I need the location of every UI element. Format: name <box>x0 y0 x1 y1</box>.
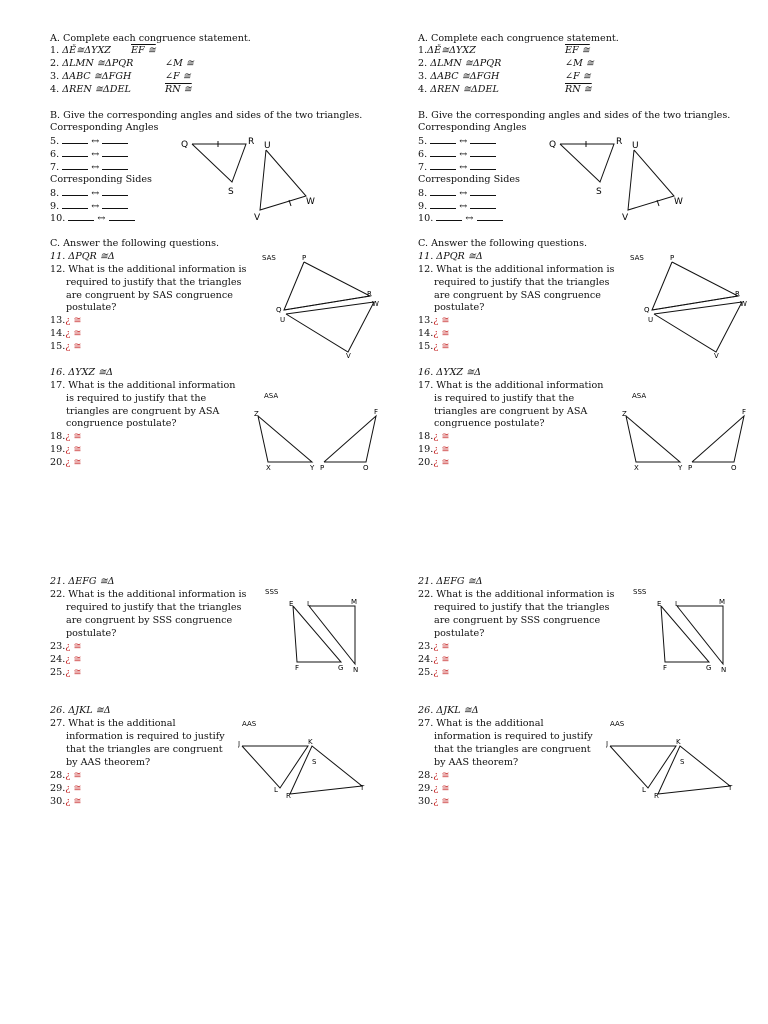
q26: 26. ΔJKL ≅Δ <box>50 705 111 716</box>
answer-28: 28.¿ ≅ <box>418 770 450 781</box>
svg-text:R: R <box>286 792 291 800</box>
svg-text:T: T <box>360 784 365 792</box>
svg-text:E: E <box>657 600 662 608</box>
figure-sss <box>633 586 733 678</box>
svg-text:S: S <box>312 758 317 766</box>
section-a-title: A. Complete each congruence statement. <box>50 33 251 44</box>
item-2: 2. ΔLMN ≅ΔPQR <box>418 58 502 69</box>
q11: 11. ΔPQR ≅Δ <box>50 251 115 262</box>
answer-30: 30.¿ ≅ <box>418 796 450 807</box>
label-s: S <box>228 187 234 197</box>
figure-sas <box>262 252 382 360</box>
q17-line-3: triangles are congruent by ASA <box>66 406 220 417</box>
svg-text:R: R <box>367 290 372 298</box>
svg-text:L: L <box>307 600 311 608</box>
answer-25: 25.¿ ≅ <box>50 667 82 678</box>
svg-text:U: U <box>280 316 286 324</box>
q12-line-2: required to justify that the triangles <box>434 277 610 288</box>
label-v: V <box>254 213 261 223</box>
corresponding-angles-label: Corresponding Angles <box>418 122 527 133</box>
svg-text:Q: Q <box>549 140 557 150</box>
item-2: 2. ΔLMN ≅ΔPQR <box>50 58 134 69</box>
q21: 21. ΔEFG ≅Δ <box>418 576 483 587</box>
svg-text:P: P <box>302 254 307 262</box>
q17-line-2: is required to justify that the <box>434 393 575 404</box>
svg-text:E: E <box>289 600 294 608</box>
svg-text:J: J <box>606 740 609 748</box>
answer-15: 15.¿ ≅ <box>418 341 450 352</box>
svg-text:ASA: ASA <box>632 392 647 400</box>
q22-line-2: required to justify that the triangles <box>66 602 242 613</box>
item-3-side: ∠F ≅ <box>165 71 191 82</box>
item-2-side: ∠M ≅ <box>565 58 594 69</box>
svg-text:K: K <box>308 738 313 746</box>
item-6: 6. ↔ <box>418 148 496 160</box>
answer-19: 19.¿ ≅ <box>50 444 82 455</box>
svg-text:Z: Z <box>622 410 627 418</box>
item-4-side: RN ≅ <box>565 84 592 95</box>
q22-line-4: postulate? <box>434 628 485 639</box>
item-1-side: EF ≅ <box>131 45 156 56</box>
figure-asa <box>254 390 379 474</box>
answer-29: 29.¿ ≅ <box>418 783 450 794</box>
label-u: U <box>264 141 271 151</box>
q26: 26. ΔJKL ≅Δ <box>418 705 479 716</box>
svg-text:F: F <box>663 664 668 672</box>
item-4: 4. ΔREN ≅ΔDEL <box>50 84 131 95</box>
item-8: 8. ↔ <box>418 187 496 199</box>
figure-qrs-uvw <box>178 134 318 224</box>
svg-text:W: W <box>372 300 379 308</box>
svg-text:L: L <box>642 786 646 794</box>
answer-24: 24.¿ ≅ <box>50 654 82 665</box>
q22-line-2: required to justify that the triangles <box>434 602 610 613</box>
answer-14: 14.¿ ≅ <box>418 328 450 339</box>
svg-text:Q: Q <box>276 306 282 314</box>
label-r: R <box>248 137 255 147</box>
item-2-side: ∠M ≅ <box>165 58 194 69</box>
label-w: W <box>306 197 315 207</box>
item-3: 3. ΔABC ≅ΔFGH <box>418 71 500 82</box>
q17-line-1: 17. What is the additional information <box>50 380 236 391</box>
q27-line-3: that the triangles are congruent <box>434 744 591 755</box>
answer-29: 29.¿ ≅ <box>50 783 82 794</box>
q17-line-2: is required to justify that the <box>66 393 207 404</box>
q16: 16. ΔYXZ ≅Δ <box>50 367 114 378</box>
section-b-title: B. Give the corresponding angles and sides of the two triangles. <box>418 110 731 121</box>
svg-text:F: F <box>295 664 300 672</box>
svg-text:G: G <box>338 664 344 672</box>
q27-line-2: information is required to justify <box>434 731 593 742</box>
aas-tag: AAS <box>242 720 257 728</box>
svg-text:G: G <box>706 664 712 672</box>
q22-line-1: 22. What is the additional information is <box>50 589 247 600</box>
item-5: 5. ↔ <box>418 135 496 147</box>
q22-line-3: are congruent by SSS congruence <box>434 615 601 626</box>
item-1: 1. ΔĚ≅ΔYXZ <box>50 45 111 56</box>
item-6: 6. ↔ <box>50 148 128 160</box>
svg-text:P: P <box>670 254 675 262</box>
q12-line-3: are congruent by SAS congruence <box>66 290 233 301</box>
section-c-title: C. Answer the following questions. <box>50 238 220 249</box>
q17-line-3: triangles are congruent by ASA <box>434 406 588 417</box>
figure-qrs-uvw <box>546 134 686 224</box>
svg-text:F: F <box>742 408 747 416</box>
answer-18: 18.¿ ≅ <box>418 431 450 442</box>
q17-line-1: 17. What is the additional information <box>418 380 604 391</box>
item-3-side: ∠F ≅ <box>565 71 591 82</box>
item-1-side: EF ≅ <box>565 45 590 56</box>
svg-text:W: W <box>740 300 747 308</box>
section-a-title: A. Complete each congruence statement. <box>418 33 619 44</box>
sas-tag: SAS <box>262 254 276 262</box>
q22-line-4: postulate? <box>66 628 117 639</box>
corresponding-angles-label: Corresponding Angles <box>50 122 159 133</box>
figure-asa <box>622 390 747 474</box>
svg-text:N: N <box>353 666 359 674</box>
svg-text:W: W <box>674 197 683 207</box>
item-7: 7. ↔ <box>50 161 128 173</box>
svg-text:M: M <box>351 598 358 606</box>
corresponding-sides-label: Corresponding Sides <box>50 174 152 185</box>
svg-text:P: P <box>320 464 325 472</box>
svg-text:X: X <box>266 464 271 472</box>
svg-text:X: X <box>634 464 639 472</box>
svg-text:Y: Y <box>678 464 683 472</box>
svg-text:J: J <box>238 740 241 748</box>
item-5: 5. ↔ <box>50 135 128 147</box>
section-b-title: B. Give the corresponding angles and sides of the two triangles. <box>50 110 363 121</box>
item-4-side: RN ≅ <box>165 84 192 95</box>
q12-line-1: 12. What is the additional information is <box>418 264 615 275</box>
q27-line-1: 27. What is the additional <box>50 718 176 729</box>
q27-line-4: by AAS theorem? <box>434 757 519 768</box>
svg-text:SSS: SSS <box>633 588 647 596</box>
svg-text:R: R <box>735 290 740 298</box>
item-9: 9. ↔ <box>418 200 496 212</box>
svg-text:M: M <box>719 598 726 606</box>
answer-18: 18.¿ ≅ <box>50 431 82 442</box>
answer-30: 30.¿ ≅ <box>50 796 82 807</box>
answer-19: 19.¿ ≅ <box>418 444 450 455</box>
q22-line-1: 22. What is the additional information is <box>418 589 615 600</box>
svg-text:V: V <box>622 213 629 223</box>
answer-23: 23.¿ ≅ <box>418 641 450 652</box>
q12-line-4: postulate? <box>434 302 485 313</box>
answer-28: 28.¿ ≅ <box>50 770 82 781</box>
svg-text:O: O <box>363 464 369 472</box>
item-10: 10. ↔ <box>50 212 135 224</box>
svg-text:R: R <box>616 137 623 147</box>
svg-text:V: V <box>714 352 719 360</box>
q16: 16. ΔYXZ ≅Δ <box>418 367 482 378</box>
q27-line-1: 27. What is the additional <box>418 718 544 729</box>
item-7: 7. ↔ <box>418 161 496 173</box>
answer-25: 25.¿ ≅ <box>418 667 450 678</box>
sss-tag: SSS <box>265 588 279 596</box>
svg-text:T: T <box>728 784 733 792</box>
q12-line-2: required to justify that the triangles <box>66 277 242 288</box>
svg-text:S: S <box>596 187 602 197</box>
svg-text:L: L <box>675 600 679 608</box>
section-c-title: C. Answer the following questions. <box>418 238 588 249</box>
figure-aas <box>238 718 368 800</box>
answer-13: 13.¿ ≅ <box>50 315 82 326</box>
svg-text:S: S <box>680 758 685 766</box>
answer-20: 20.¿ ≅ <box>418 457 450 468</box>
item-1: 1.ΔĚ≅ΔYXZ <box>418 45 476 56</box>
answer-14: 14.¿ ≅ <box>50 328 82 339</box>
svg-text:Y: Y <box>310 464 315 472</box>
svg-text:P: P <box>688 464 693 472</box>
svg-text:R: R <box>654 792 659 800</box>
q21: 21. ΔEFG ≅Δ <box>50 576 115 587</box>
svg-text:F: F <box>374 408 379 416</box>
item-10: 10. ↔ <box>418 212 503 224</box>
q22-line-3: are congruent by SSS congruence <box>66 615 233 626</box>
q17-line-4: congruence postulate? <box>66 418 177 429</box>
answer-20: 20.¿ ≅ <box>50 457 82 468</box>
svg-text:N: N <box>721 666 727 674</box>
figure-aas <box>606 718 736 800</box>
q12-line-1: 12. What is the additional information is <box>50 264 247 275</box>
q27-line-4: by AAS theorem? <box>66 757 151 768</box>
svg-text:SAS: SAS <box>630 254 644 262</box>
q12-line-3: are congruent by SAS congruence <box>434 290 601 301</box>
item-4: 4. ΔREN ≅ΔDEL <box>418 84 499 95</box>
figure-sss <box>265 586 365 678</box>
svg-text:K: K <box>676 738 681 746</box>
item-8: 8. ↔ <box>50 187 128 199</box>
label-q: Q <box>181 140 189 150</box>
q27-line-2: information is required to justify <box>66 731 225 742</box>
q17-line-4: congruence postulate? <box>434 418 545 429</box>
answer-23: 23.¿ ≅ <box>50 641 82 652</box>
svg-text:Q: Q <box>644 306 650 314</box>
svg-text:U: U <box>632 141 639 151</box>
svg-text:Z: Z <box>254 410 259 418</box>
svg-text:V: V <box>346 352 351 360</box>
answer-13: 13.¿ ≅ <box>418 315 450 326</box>
svg-text:U: U <box>648 316 654 324</box>
corresponding-sides-label: Corresponding Sides <box>418 174 520 185</box>
asa-tag: ASA <box>264 392 279 400</box>
svg-text:L: L <box>274 786 278 794</box>
svg-text:AAS: AAS <box>610 720 625 728</box>
answer-24: 24.¿ ≅ <box>418 654 450 665</box>
svg-text:O: O <box>731 464 737 472</box>
q11: 11. ΔPQR ≅Δ <box>418 251 483 262</box>
worksheet-right <box>368 0 752 1024</box>
q27-line-3: that the triangles are congruent <box>66 744 223 755</box>
answer-15: 15.¿ ≅ <box>50 341 82 352</box>
item-9: 9. ↔ <box>50 200 128 212</box>
q12-line-4: postulate? <box>66 302 117 313</box>
figure-sas <box>630 252 750 360</box>
item-3: 3. ΔABC ≅ΔFGH <box>50 71 132 82</box>
